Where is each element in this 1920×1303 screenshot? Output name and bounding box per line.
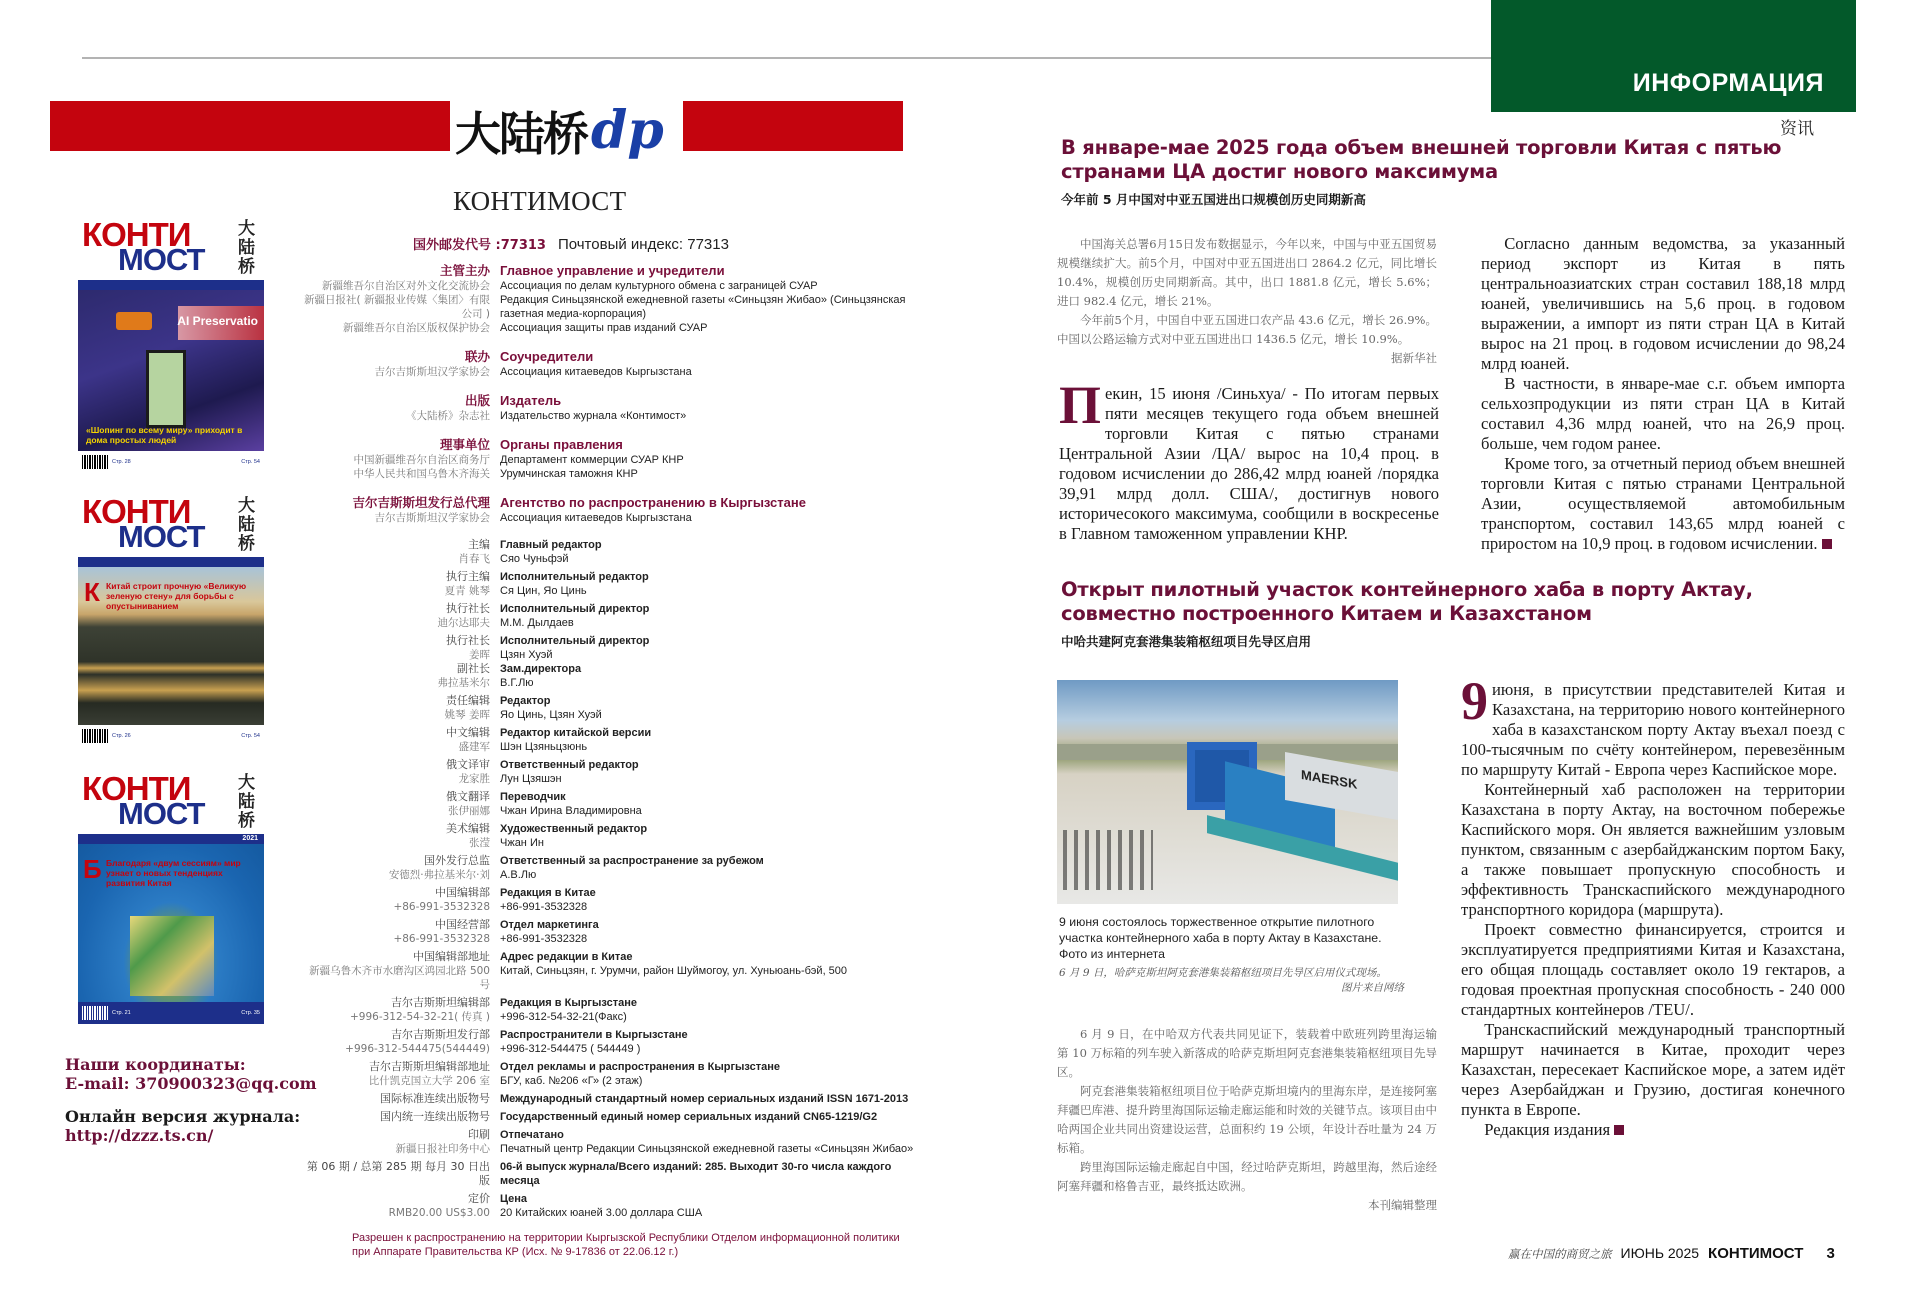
credits-label-ru: Отпечатано bbox=[500, 1129, 564, 1141]
article1-paragraph: В частности, в январе-мае с.г. объем импорта сельхозпродукции из пяти стран ЦА в Китай составил 4,36 млрд юаней, что на 26,9 проц. больше, чем годом ранее. bbox=[1481, 374, 1845, 453]
credits-row-entry bbox=[300, 365, 920, 379]
credits-row-entry bbox=[300, 804, 920, 818]
credits-row-role bbox=[300, 822, 920, 836]
barcode-icon bbox=[82, 455, 108, 469]
article2-lead-text: июня, в присутствии представителей Китая и Казахстана, на территорию нового контейнерного хаба в казахстанском порту Актау въехал поезд с 100-тысячным по счёту контейнером, перевезённым по маршруту Китай - Европа через Каспийское море. bbox=[1461, 680, 1845, 779]
credits-label-cn: 中华人民共和国乌鲁木齐海关 bbox=[353, 468, 490, 480]
credits-row-entry bbox=[300, 279, 920, 293]
article1-subtitle-cn: 今年前 5 月中国对中亚五国进出口规模创历史同期新高 bbox=[1061, 192, 1366, 207]
cover-logo bbox=[78, 772, 264, 834]
credits-row-entry bbox=[300, 453, 920, 467]
cover-image bbox=[78, 567, 264, 725]
article1-cn-body bbox=[1057, 235, 1437, 368]
credits-label-cn: 中国编辑部 bbox=[435, 886, 490, 899]
credits-label-cn: 新疆维吾尔自治区版权保护协会 bbox=[343, 322, 490, 334]
credits-row-role bbox=[300, 634, 920, 648]
credits-label-cn: 吉尔吉斯斯坦汉学家协会 bbox=[374, 512, 490, 524]
article2-cn-paragraph: 阿克套港集装箱枢纽项目位于哈萨克斯坦境内的里海东岸，是连接阿塞拜疆巴库港、提升跨里海国际运输走廊运能和时效的关键节点。该项目由中哈两国企业共同出资建设运营，总面积约 19 公顷，年设计吞吐量为 24 万标箱。 bbox=[1057, 1084, 1437, 1155]
credits-row-entry bbox=[300, 964, 920, 992]
credits-row-entry bbox=[300, 1074, 920, 1088]
article2-cn-source: 本刊编辑整理 bbox=[1368, 1198, 1437, 1212]
credits-spacer bbox=[300, 379, 920, 392]
credits-row-entry bbox=[300, 1010, 920, 1024]
credits-label-cn: 张伊丽娜 bbox=[448, 805, 490, 817]
masthead-bar-left bbox=[50, 101, 450, 151]
credits-label-ru: Лун Цзяшэн bbox=[500, 773, 562, 785]
credits-row-entry bbox=[300, 321, 920, 335]
cover-footer-left: Стр. 26 bbox=[112, 733, 131, 739]
credits-row-entry bbox=[300, 1142, 920, 1156]
credits-label-ru: Органы правления bbox=[500, 437, 623, 452]
credits-label-ru: Ассоциация по делам культурного обмена с заграницей СУАР bbox=[500, 280, 818, 292]
page-number: 3 bbox=[1826, 1245, 1835, 1262]
credits-spacer bbox=[300, 423, 920, 436]
credits-label-ru: Сяо Чуньфэй bbox=[500, 553, 569, 565]
section-tab bbox=[1491, 0, 1856, 112]
credits-label-ru: Отдел маркетинга bbox=[500, 919, 599, 931]
credits-label-ru: Агентство по распространению в Кыргызстане bbox=[500, 495, 806, 510]
credits-label-cn: 中文编辑 bbox=[446, 726, 490, 739]
article1-paragraph: Согласно данным ведомства, за указанный период экспорт из Китая в пять центральноазиатских стран составил 188,18 млрд юаней, увеличившись на 5,6 проц. в годовом выражении, а импорт из пяти стран ЦА в Китай вырос на 21 проц. в годовом исчислении до 98,24 млрд юаней. bbox=[1481, 234, 1845, 373]
cover-image-platform bbox=[130, 916, 214, 996]
credits-label-cn: 俄文翻译 bbox=[446, 790, 490, 803]
cover-footer-right: Стр. 54 bbox=[241, 733, 260, 739]
credits-row-role bbox=[300, 1128, 920, 1142]
credits-label-cn: 肖春飞 bbox=[458, 553, 490, 565]
credits-row-entry bbox=[300, 772, 920, 786]
credits-row-role bbox=[300, 1110, 920, 1124]
credits-label-cn: 中国经营部 bbox=[435, 918, 490, 931]
credits-row-head bbox=[300, 262, 920, 279]
section-title: ИНФОРМАЦИЯ bbox=[1632, 69, 1824, 97]
photo-maersk-label: MAERSK bbox=[1301, 766, 1358, 792]
credits-row-head bbox=[300, 348, 920, 365]
credits-row-head bbox=[300, 436, 920, 453]
masthead-logo bbox=[455, 96, 680, 166]
cover-footer bbox=[78, 725, 264, 747]
end-mark-icon bbox=[1822, 539, 1832, 549]
credits-label-cn: 新疆日报社印务中心 bbox=[395, 1143, 490, 1155]
cover-logo bbox=[78, 218, 264, 280]
end-mark-icon bbox=[1614, 1125, 1624, 1135]
masthead-bar-right bbox=[683, 101, 903, 151]
credits-label-ru: Издательство журнала «Контимост» bbox=[500, 410, 687, 422]
credits-label-ru: +996-312-544475 ( 544449 ) bbox=[500, 1043, 641, 1055]
article2-title: Открыт пилотный участок контейнерного хаба в порту Актау, совместно построенного Китаем и Казахстаном bbox=[1061, 578, 1753, 625]
cover-image-text: AI Preservatio bbox=[177, 314, 258, 328]
cover-band: 2021 bbox=[78, 834, 264, 844]
credits-label-cn: 龙家胜 bbox=[458, 773, 490, 785]
credits-row-role bbox=[300, 662, 920, 676]
credits-label-ru: Исполнительный редактор bbox=[500, 571, 649, 583]
cover-headline-initial: Б bbox=[83, 854, 102, 884]
credits-label-ru: Издатель bbox=[500, 393, 562, 408]
credits-row-entry bbox=[300, 511, 920, 525]
credits-label-cn: 理事单位 bbox=[439, 437, 490, 452]
article1-lead-text: екин, 15 июня /Синьхуа/ - По итогам первых пяти месяцев текущего года объем внешней торговли Китая с пятью странами Центральной Азии /ЦА/ вырос на 10,4 проц. в годовом исчислении до 286,42 млрд юаней /порядка 39,91 млрд долл. США/, достигнув нового историчесокого максимума, сообщили в воскресенье в Главном таможенном управлении КНР. bbox=[1059, 384, 1439, 543]
credits-label-cn: 比什凯克国立大学 206 室 bbox=[368, 1075, 490, 1087]
credits-row-entry bbox=[300, 1042, 920, 1056]
credits-label-ru: Переводчик bbox=[500, 791, 566, 803]
credits-label-cn: 夏青 姚琴 bbox=[444, 585, 490, 597]
credits-row-role bbox=[300, 570, 920, 584]
credits-label-cn: 美术编辑 bbox=[446, 822, 490, 835]
credits-label-cn: 中国编辑部地址 bbox=[413, 950, 490, 963]
article1-cn-paragraph: 中国海关总署6月15日发布数据显示，今年以来，中国与中亚五国贸易规模继续扩大。前5个月，中国对中亚五国进出口 2864.2 亿元，同比增长 10.4%，规模创历史同期新高。其中，出口 1881.8 亿元，增长 5.6%；进口 982.4 亿元，增长 21%。 bbox=[1057, 237, 1437, 308]
credits-label-cn: 吉尔吉斯斯坦汉学家协会 bbox=[374, 366, 490, 378]
credits-row-entry bbox=[300, 932, 920, 946]
credits-row-role bbox=[300, 1028, 920, 1042]
credits-label-ru: Ассоциация защиты прав изданий СУАР bbox=[500, 322, 708, 334]
credits-label-cn: 姜晖 bbox=[469, 649, 490, 661]
credits-label-ru: Яо Цинь, Цзян Хуэй bbox=[500, 709, 602, 721]
article2-signature: Редакция издания bbox=[1484, 1120, 1611, 1139]
credits-label-ru: +996-312-54-32-21(Факс) bbox=[500, 1011, 627, 1023]
article1-paragraph: Кроме того, за отчетный период объем внешней торговли Китая с пятью странами Центральной Азии, осуществляемой автомобильным транспортом, составил 143,65 млрд юаней с приростом на 10,9 проц. в годовом исчислении. bbox=[1481, 454, 1845, 553]
cover-footer-right: Стр. 35 bbox=[241, 1010, 260, 1016]
cover-band bbox=[78, 557, 264, 567]
cover-logo-cn: 大陆桥 bbox=[238, 496, 255, 554]
article1-cn-paragraph: 今年前5个月，中国自中亚五国进口农产品 43.6 亿元，增长 26.9%。中国以公路运输方式对中亚五国进出口 1436.5 亿元，增长 10.9%。 bbox=[1057, 313, 1437, 346]
credits-row-entry bbox=[300, 676, 920, 690]
cover-band bbox=[78, 280, 264, 290]
credits-row-role bbox=[300, 1192, 920, 1206]
credits-label-cn: 安德烈·弗拉基米尔·刘 bbox=[388, 869, 490, 881]
credits-row-role bbox=[300, 854, 920, 868]
article1-cn-source: 据新华社 bbox=[1391, 351, 1437, 365]
credits-spacer bbox=[300, 481, 920, 494]
article2-cn-paragraph: 跨里海国际运输走廊起自中国，经过哈萨克斯坦，跨越里海，然后途经阿塞拜疆和格鲁吉亚，最终抵达欧洲。 bbox=[1057, 1160, 1437, 1193]
credits-label-cn: 中国新疆维吾尔自治区商务厅 bbox=[353, 454, 490, 466]
credits-row-entry bbox=[300, 584, 920, 598]
credits-label-ru: А.В.Лю bbox=[500, 869, 537, 881]
credits-row-role bbox=[300, 1092, 920, 1106]
credits-label-cn: 新疆乌鲁木齐市水磨沟区鸿园北路 500 号 bbox=[309, 965, 490, 991]
credits-label-ru: Редактор bbox=[500, 695, 551, 707]
article1-title: В январе-мае 2025 года объем внешней торговли Китая с пятью странами ЦА достиг нового максимума bbox=[1061, 136, 1782, 183]
credits-row-role bbox=[300, 694, 920, 708]
cover-logo-konti: КОНТИ bbox=[82, 493, 191, 530]
credits-row-role bbox=[300, 1160, 920, 1188]
caption-cn-credit: 图片来自网络 bbox=[1341, 982, 1404, 994]
article2-photo bbox=[1057, 680, 1398, 904]
article2-photo-caption-cn bbox=[1059, 966, 1404, 996]
article2-subtitle-cn: 中哈共建阿克套港集装箱枢纽项目先导区启用 bbox=[1061, 634, 1312, 649]
credits-row-role bbox=[300, 790, 920, 804]
credits-label-cn: 吉尔吉斯斯坦编辑部地址 bbox=[369, 1060, 490, 1073]
article2-cn-body bbox=[1057, 1025, 1437, 1215]
credits-row-entry bbox=[300, 293, 920, 321]
credits-label-cn: 姚琴 姜晖 bbox=[444, 709, 490, 721]
postal-index-ru: Почтовый индекс: 77313 bbox=[557, 236, 729, 253]
cover-logo-cn: 大陆桥 bbox=[238, 773, 255, 831]
credits-label-cn: 定价 bbox=[468, 1192, 490, 1205]
credits-label-cn: 出版 bbox=[464, 393, 490, 408]
credits-label-ru: Чжан Ин bbox=[500, 837, 544, 849]
credits-row-entry bbox=[300, 708, 920, 722]
cover-logo-most: МОСТ bbox=[118, 796, 205, 831]
cover-footer bbox=[78, 451, 264, 473]
credits-label-ru: Ответственный редактор bbox=[500, 759, 639, 771]
credits-row-entry bbox=[300, 900, 920, 914]
credits-label-cn: 吉尔吉斯斯坦编辑部 bbox=[391, 996, 490, 1009]
cover-image bbox=[78, 290, 264, 451]
credits-label-ru: Редакция в Китае bbox=[500, 887, 596, 899]
credits-row-role bbox=[300, 758, 920, 772]
cover-headline: Китай строит прочную «Великую зеленую стену» для борьбы с опустыниванием bbox=[106, 581, 247, 611]
cover-logo bbox=[78, 495, 264, 557]
article2-photo-caption-ru: 9 июня состоялось торжественное открытие пилотного участка контейнерного хаба в порту Актау в Казахстане. Фото из интернета bbox=[1059, 915, 1382, 961]
credits-row-role bbox=[300, 538, 920, 552]
dp-logo-icon: dp bbox=[591, 100, 664, 161]
credits-label-ru: Ассоциация китаеведов Кыргызстана bbox=[500, 366, 692, 378]
credits-label-ru: Редакция в Кыргызстане bbox=[500, 997, 637, 1009]
credits-label-ru: Художественный редактор bbox=[500, 823, 648, 835]
credits-label-ru: Государственный единый номер сериальных изданий CN65-1219/G2 bbox=[500, 1111, 878, 1123]
photo-crowd bbox=[1063, 830, 1153, 890]
section-title-cn: 资讯 bbox=[1780, 119, 1814, 139]
distribution-permit: Разрешен к распространению на территории Кыргызской Республики Отделом информационной политики при Аппарате Правительства КР (Исх. № 9-17836 от 22.06.12 г.) bbox=[352, 1232, 900, 1258]
article1-body bbox=[1481, 234, 1845, 554]
credits-label-cn: 新疆维吾尔自治区对外文化交流协会 bbox=[322, 280, 490, 292]
credits-row-role bbox=[300, 726, 920, 740]
caption-cn-text: 6 月 9 日，哈萨克斯坦阿克套港集装箱枢纽项目先导区启用仪式现场。 bbox=[1059, 967, 1387, 979]
cover-logo-cn: 大陆桥 bbox=[238, 219, 255, 277]
credits-row-entry bbox=[300, 616, 920, 630]
credits-row-entry bbox=[300, 552, 920, 566]
cover-footer-left: Стр. 28 bbox=[112, 459, 131, 465]
credits-label-ru: Зам.директора bbox=[500, 663, 582, 675]
credits-label-cn: +996-312-544475(544449) bbox=[345, 1043, 490, 1055]
masthead-title: КОНТИМОСТ bbox=[453, 186, 627, 216]
credits-row-role bbox=[300, 950, 920, 964]
credits-label-ru: Адрес редакции в Китае bbox=[500, 951, 633, 963]
credits-label-ru: Исполнительный директор bbox=[500, 603, 650, 615]
cover-image bbox=[78, 844, 264, 1002]
cover-logo-konti: КОНТИ bbox=[82, 770, 191, 807]
credits-row-head bbox=[300, 494, 920, 511]
credits-label-ru: М.М. Дылдаев bbox=[500, 617, 574, 629]
cover-image-oranges bbox=[116, 312, 152, 330]
credits-row-entry bbox=[300, 836, 920, 850]
credits-label-cn: 吉尔吉斯斯坦发行总代理 bbox=[352, 495, 490, 510]
article2-paragraph: Транскаспийский международный транспортный маршрут начинается в Китае, проходит через Казахстан, пересекает Каспийское море, а затем идёт через Азербайджан и Грузию, достигая конечного пункта в Европе. bbox=[1461, 1020, 1845, 1119]
credits-label-cn: 盛建军 bbox=[458, 741, 490, 753]
credits-label-cn: 第 06 期 / 总第 285 期 每月 30 日出版 bbox=[306, 1160, 490, 1187]
cover-logo-konti: КОНТИ bbox=[82, 216, 191, 253]
credits-label-cn: +996-312-54-32-21( 传真 ) bbox=[350, 1011, 490, 1023]
credits-label-cn: 副社长 bbox=[457, 662, 490, 675]
credits-label-ru: Чжан Ирина Владимировна bbox=[500, 805, 642, 817]
credits-label-cn: 执行社长 bbox=[446, 602, 490, 615]
cover-headline: Благодаря «двум сессиям» мир узнает о новых тенденциях развития Китая bbox=[106, 858, 241, 888]
contacts-email[interactable]: E-mail: 370900323@qq.com bbox=[65, 1074, 317, 1093]
credits-label-ru: Международный стандартный номер сериальных изданий ISSN 1671-2013 bbox=[500, 1093, 909, 1105]
credits-label-ru: Урумчинская таможня КНР bbox=[500, 468, 638, 480]
credits-label-ru: Главное управление и учредители bbox=[500, 263, 725, 278]
article1-dropcap: П bbox=[1059, 375, 1102, 435]
contacts-heading: Наши координаты: bbox=[65, 1055, 246, 1074]
article2-dropcap: 9 bbox=[1461, 671, 1488, 731]
credits-label-cn: 印刷 bbox=[468, 1128, 490, 1141]
credits-label-cn: 吉尔吉斯斯坦发行部 bbox=[391, 1028, 490, 1041]
credits-label-cn: 执行社长 bbox=[446, 634, 490, 647]
cover-image-fridge bbox=[146, 350, 186, 428]
credits-label-cn: 责任编辑 bbox=[446, 694, 490, 707]
article2-cn-paragraph: 6 月 9 日，在中哈双方代表共同见证下，装载着中欧班列跨里海运输第 10 万标箱的列车驶入新落成的哈萨克斯坦阿克套港集装箱枢纽项目先导区。 bbox=[1057, 1027, 1437, 1079]
credits-label-ru: Распространители в Кыргызстане bbox=[500, 1029, 688, 1041]
credits-row-role bbox=[300, 996, 920, 1010]
credits-spacer bbox=[300, 335, 920, 348]
credits-row-role bbox=[300, 1060, 920, 1074]
credits-row-role bbox=[300, 886, 920, 900]
credits-label-ru: Редактор китайской версии bbox=[500, 727, 652, 739]
footer-slogan: 赢在中国的商贸之旅 bbox=[1508, 1247, 1612, 1261]
credits-label-ru: БГУ, каб. №206 «Г» (2 этаж) bbox=[500, 1075, 643, 1087]
credits-label-ru: Ассоциация китаеведов Кыргызстана bbox=[500, 512, 692, 524]
logo-text-cn: 大陆桥 bbox=[455, 107, 587, 161]
credits-label-ru: В.Г.Лю bbox=[500, 677, 534, 689]
cover-headline: «Шопинг по всему миру» приходит в дома простых людей bbox=[86, 425, 243, 445]
credits-label-cn: 执行主编 bbox=[446, 570, 490, 583]
credits-label-cn: 《大陆桥》杂志社 bbox=[406, 410, 490, 422]
credits-label-ru: Цзян Хуэй bbox=[500, 649, 553, 661]
online-version-label: Онлайн версия журнала: bbox=[65, 1107, 301, 1126]
cover-logo-most: МОСТ bbox=[118, 242, 205, 277]
credits-label-cn: 国内统一连续出版物号 bbox=[380, 1110, 490, 1123]
cover-footer-left: Стр. 21 bbox=[112, 1010, 131, 1016]
article2-body bbox=[1461, 671, 1845, 1140]
cover-issue-3[interactable] bbox=[78, 772, 264, 1024]
credits-spacer bbox=[300, 525, 920, 538]
credits-label-cn: 迪尔达耶夫 bbox=[437, 617, 490, 629]
article1-lead bbox=[1059, 375, 1439, 544]
credits-label-cn: 俄文译审 bbox=[446, 758, 490, 771]
cover-issue-2[interactable] bbox=[78, 495, 264, 747]
credits-label-ru: Ответственный за распространение за рубежом bbox=[500, 855, 764, 867]
credits-label-ru: Шэн Цзяньцзюнь bbox=[500, 741, 588, 753]
credits-row-entry bbox=[300, 409, 920, 423]
credits-row-role bbox=[300, 918, 920, 932]
credits-label-ru: Печатный центр Редакции Синьцзянской ежедневной газеты «Синьцзян Жибао» bbox=[500, 1143, 914, 1155]
credits-label-ru: Исполнительный директор bbox=[500, 635, 650, 647]
postal-index-cn: 国外邮发代号 :77313 bbox=[413, 238, 546, 253]
postal-index bbox=[413, 234, 729, 253]
credits-label-cn: 联办 bbox=[464, 349, 490, 364]
credits-row-entry bbox=[300, 648, 920, 662]
credits-label-cn: +86-991-3532328 bbox=[393, 901, 490, 913]
barcode-icon bbox=[82, 729, 108, 743]
credits-label-ru: Соучредители bbox=[500, 349, 594, 364]
credits-row-head bbox=[300, 392, 920, 409]
credits-label-ru: +86-991-3532328 bbox=[500, 933, 588, 945]
credits-label-ru: Департамент коммерции СУАР КНР bbox=[500, 454, 684, 466]
credits-label-ru: Главный редактор bbox=[500, 539, 602, 551]
online-version-link[interactable]: http://dzzz.ts.cn/ bbox=[65, 1126, 214, 1145]
cover-logo-most: МОСТ bbox=[118, 519, 205, 554]
cover-footer-right: Стр. 54 bbox=[241, 459, 260, 465]
credits-label-cn: 新疆日报社( 新疆报业传媒〈集团〉有限公司 ) bbox=[304, 294, 490, 320]
credits-label-ru: Цена bbox=[500, 1193, 528, 1205]
credits-label-cn: 主编 bbox=[468, 538, 490, 551]
footer-issue-date: ИЮНЬ 2025 bbox=[1620, 1245, 1700, 1261]
contacts-block bbox=[65, 1055, 317, 1145]
credits-label-ru: 06-й выпуск журнала/Всего изданий: 285. Выходит 30-го числа каждого месяца bbox=[500, 1161, 892, 1187]
cover-issue-1[interactable] bbox=[78, 218, 264, 473]
credits-label-ru: Китай, Синьцзян, г. Урумчи, район Шуймогоу, ул. Хуньюань-бэй, 500 bbox=[500, 965, 848, 977]
footer-brand: КОНТИМОСТ bbox=[1708, 1245, 1804, 1262]
masthead-credits bbox=[300, 262, 920, 1220]
credits-label-cn: 张滢 bbox=[469, 837, 490, 849]
credits-label-ru: +86-991-3532328 bbox=[500, 901, 588, 913]
credits-row-entry bbox=[300, 467, 920, 481]
credits-label-cn: 弗拉基米尔 bbox=[437, 677, 490, 689]
credits-row-role bbox=[300, 602, 920, 616]
barcode-icon bbox=[82, 1006, 108, 1020]
top-rule bbox=[82, 57, 1492, 59]
credits-row-entry bbox=[300, 740, 920, 754]
credits-label-cn: +86-991-3532328 bbox=[393, 933, 490, 945]
article2-paragraph: Контейнерный хаб расположен на территории Казахстана в порту Актау, на восточном побережье Каспийского моря. Он является важнейшим узловым пунктом, связанным с азербайджанским портом Баку, а также повышает пропускную способность и эффективность Транскаспийского международного транспортного коридора (маршрута). bbox=[1461, 780, 1845, 919]
credits-label-ru: Отдел рекламы и распространения в Кыргызстане bbox=[500, 1061, 781, 1073]
credits-label-cn: 国外发行总监 bbox=[424, 854, 490, 867]
cover-footer bbox=[78, 1002, 264, 1024]
article2-paragraph: Проект совместно финансируется, строится и эксплуатируется предприятиями Китая и Казахстана, его общая площадь составляет около 19 гектаров, а годовая проектная пропускная способность - 240 000 стандартных контейнеров /TEU/. bbox=[1461, 920, 1845, 1019]
credits-label-ru: Ся Цин, Яо Цинь bbox=[500, 585, 587, 597]
credits-label-ru: 20 Китайских юаней 3.00 доллара США bbox=[500, 1207, 703, 1219]
credits-label-ru: Редакция Синьцзянской ежедневной газеты «Синьцзян Жибао» (Синьцзянская газетная медиа-корпорация) bbox=[500, 294, 906, 320]
page-footer bbox=[1508, 1245, 1835, 1262]
credits-row-entry bbox=[300, 1206, 920, 1220]
credits-label-cn: RMB20.00 US$3.00 bbox=[388, 1207, 490, 1219]
credits-label-cn: 国际标准连续出版物号 bbox=[380, 1092, 490, 1105]
credits-label-cn: 主管主办 bbox=[439, 263, 490, 278]
credits-row-entry bbox=[300, 868, 920, 882]
cover-headline-initial: К bbox=[84, 577, 100, 607]
